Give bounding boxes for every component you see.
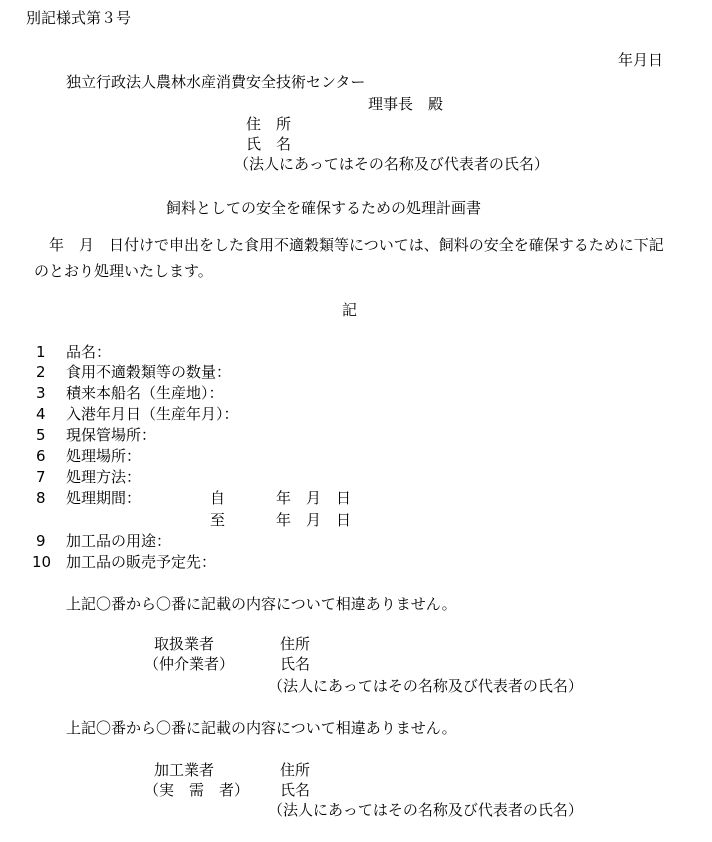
item-number: 3 bbox=[36, 384, 46, 402]
period-to-label: 至 bbox=[210, 511, 226, 529]
item-label: 入港年月日（生産年月）： bbox=[66, 405, 239, 423]
item-label: 処理場所： bbox=[66, 447, 142, 465]
item-number: 8 bbox=[36, 489, 46, 507]
applicant-name-label: 氏 名 bbox=[246, 135, 292, 153]
processor-note: （法人にあってはその名称及び代表者の氏名） bbox=[268, 801, 583, 819]
handler-address-label: 住所 bbox=[280, 635, 311, 653]
applicant-note: （法人にあってはその名称及び代表者の氏名） bbox=[234, 155, 549, 173]
item-label: 品名： bbox=[66, 343, 112, 361]
processor-role-label: 加工業者 bbox=[154, 761, 215, 779]
date-line: 年月日 bbox=[618, 51, 664, 69]
processor-name-label: 氏名 bbox=[280, 781, 311, 799]
handler-role-label: 取扱業者 bbox=[154, 635, 215, 653]
item-number: 10 bbox=[32, 553, 52, 571]
confirmation-statement-1: 上記〇番から〇番に記載の内容について相違ありません。 bbox=[66, 595, 457, 613]
processor-address-label: 住所 bbox=[280, 761, 311, 779]
applicant-address-label: 住 所 bbox=[246, 115, 292, 133]
item-number: 9 bbox=[36, 532, 46, 550]
item-number: 5 bbox=[36, 426, 46, 444]
item-label: 食用不適穀類等の数量： bbox=[66, 363, 232, 381]
handler-name-label: 氏名 bbox=[280, 655, 311, 673]
item-number: 2 bbox=[36, 363, 46, 381]
body-paragraph: 年 月 日付けで申出をした食用不適穀類等については、飼料の安全を確保するために下記のとおり処理いたします。 bbox=[34, 236, 664, 280]
period-to-date: 年 月 日 bbox=[276, 511, 352, 529]
item-label: 処理期間： bbox=[66, 489, 142, 507]
item-label: 処理方法： bbox=[66, 468, 142, 486]
confirmation-statement-2: 上記〇番から〇番に記載の内容について相違ありません。 bbox=[66, 719, 457, 737]
addressee-organization: 独立行政法人農林水産消費安全技術センター bbox=[66, 73, 366, 91]
addressee-title: 理事長 殿 bbox=[368, 95, 444, 113]
item-number: 6 bbox=[36, 447, 46, 465]
item-number: 1 bbox=[36, 343, 46, 361]
period-from-label: 自 bbox=[210, 489, 226, 507]
item-label: 現保管場所： bbox=[66, 426, 157, 444]
handler-role-sub-label: （仲介業者） bbox=[144, 655, 235, 673]
document-title: 飼料としての安全を確保するための処理計画書 bbox=[166, 199, 482, 217]
processor-role-sub-label: （実 需 者） bbox=[144, 781, 250, 799]
period-from-date: 年 月 日 bbox=[276, 489, 352, 507]
item-label: 加工品の用途： bbox=[66, 532, 172, 550]
item-label: 積来本船名（生産地）： bbox=[66, 384, 224, 402]
item-number: 4 bbox=[36, 405, 46, 423]
item-label: 加工品の販売予定先： bbox=[66, 553, 217, 571]
ki-heading: 記 bbox=[342, 301, 358, 319]
form-id: 別記様式第３号 bbox=[26, 9, 132, 27]
handler-note: （法人にあってはその名称及び代表者の氏名） bbox=[268, 677, 583, 695]
item-number: 7 bbox=[36, 468, 46, 486]
